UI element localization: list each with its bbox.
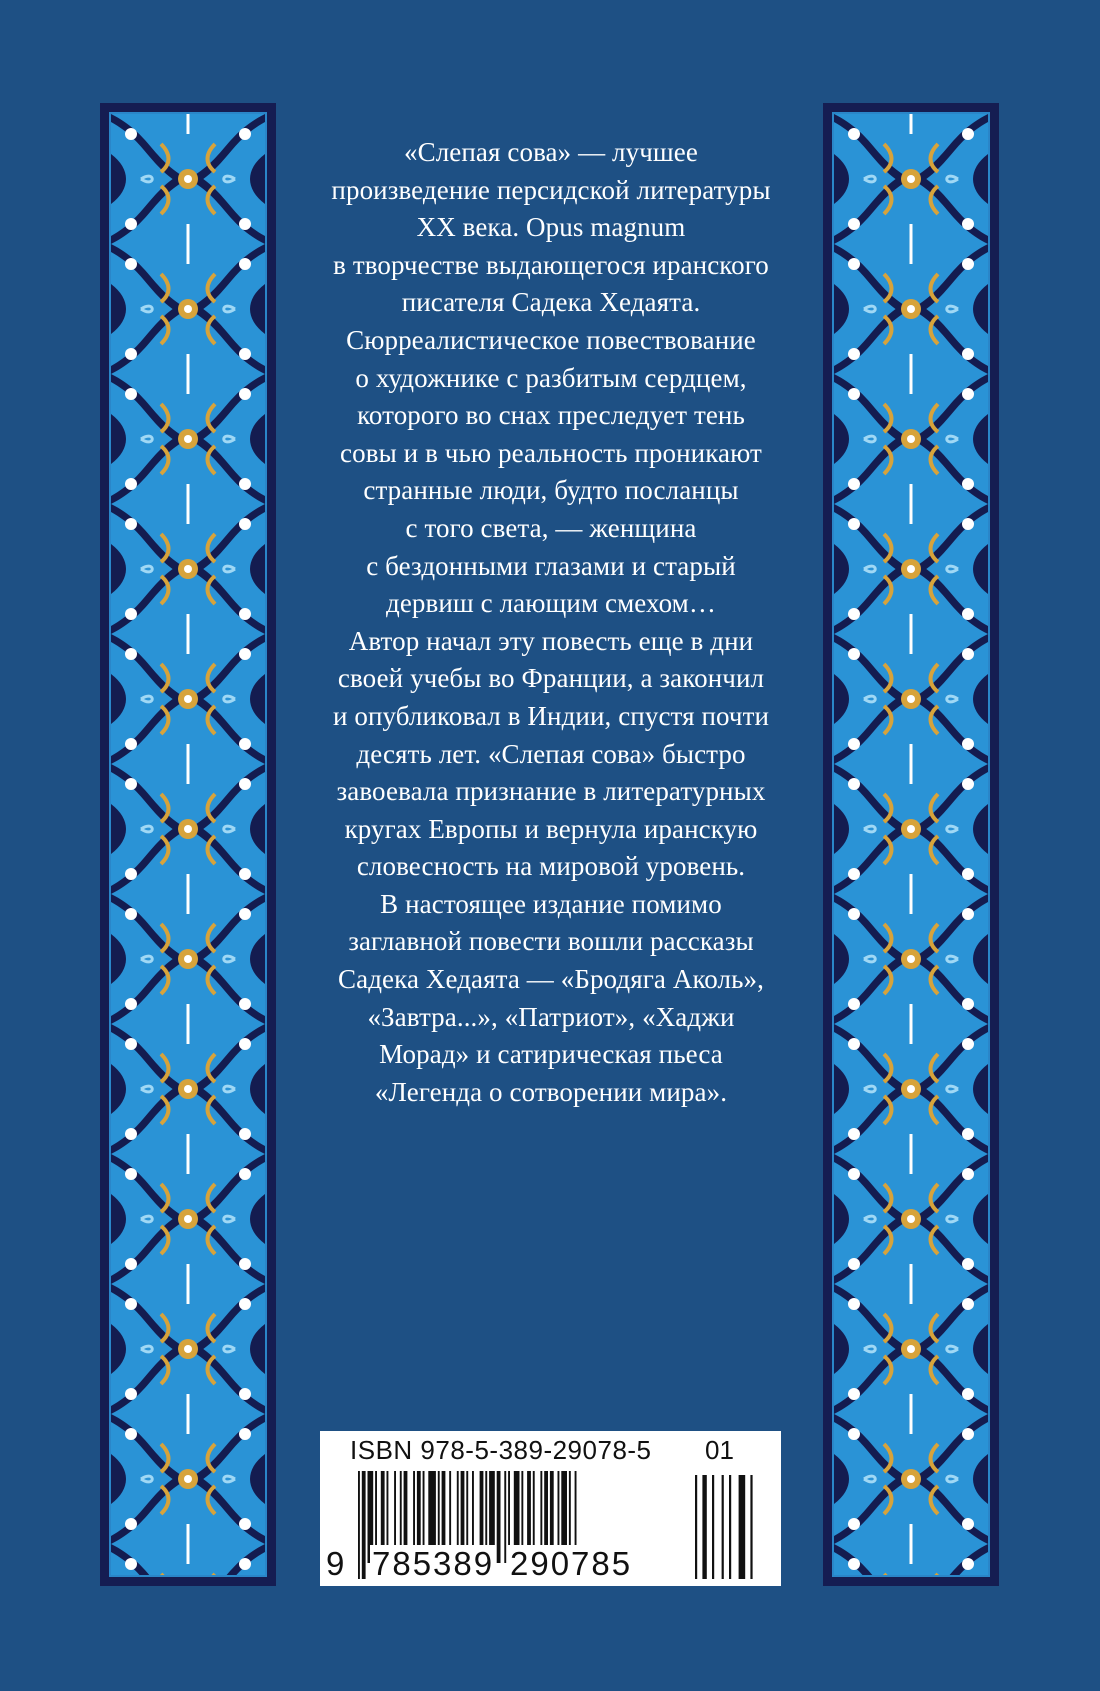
blurb-line: заглавной повести вошли рассказы: [348, 926, 754, 957]
blurb-line: завоевала признание в литературных: [336, 776, 766, 807]
blurb-line: Автор начал эту повесть еще в дни: [348, 625, 754, 656]
blurb-line: десять лет. «Слепая сова» быстро: [356, 738, 746, 769]
blurb-text: [292, 134, 810, 1111]
blurb-line: своей учебы во Франции, а закончил: [337, 663, 765, 694]
blurb-line: о художнике с разбитым сердцем,: [355, 362, 747, 393]
blurb-line: с бездонными глазами и старый: [366, 550, 736, 581]
blurb-line: с того света, — женщина: [405, 512, 697, 543]
blurb-line: Сюрреалистическое повествование: [346, 324, 756, 355]
blurb-line: XX века. Opus magnum: [416, 212, 686, 243]
blurb-line: «Слепая сова» — лучшее: [404, 137, 698, 167]
blurb-line: в творчестве выдающегося иранского: [333, 249, 769, 280]
blurb-line: совы и в чью реальность проникают: [340, 437, 762, 468]
blurb-line: Морад» и сатирическая пьеса: [379, 1039, 723, 1070]
barcode-digits-right: 290785: [510, 1545, 633, 1582]
ornamental-border-left: [100, 103, 276, 1586]
ornament-pattern-right: [834, 114, 988, 1575]
ornamental-border-right: [823, 103, 999, 1586]
blurb-line: Садека Хедаята — «Бродяга Аколь»,: [338, 964, 764, 995]
blurb-line: дервиш с лающим смехом…: [386, 588, 716, 619]
blurb-line: писателя Садека Хедаята.: [401, 287, 701, 318]
isbn-barcode: [320, 1431, 781, 1586]
blurb-line: кругах Европы и вернула иранскую: [344, 813, 758, 844]
blurb-line: которого во снах преследует тень: [357, 400, 745, 431]
ornament-pattern-left: [111, 114, 265, 1575]
barcode-digits-left: 785389: [372, 1545, 495, 1582]
blurb-line: и опубликовал в Индии, спустя почти: [332, 700, 770, 731]
isbn-addon-label: 01: [705, 1435, 734, 1465]
blurb-line: «Завтра...», «Патриот», «Хаджи: [367, 1001, 735, 1032]
isbn-label: ISBN 978-5-389-29078-5: [350, 1435, 652, 1465]
blurb-line: произведение персидской литературы: [331, 174, 771, 205]
barcode-digit-first: 9: [326, 1545, 347, 1582]
blurb-line: «Легенда о сотворении мира».: [374, 1076, 728, 1107]
blurb-line: словесность на мировой уровень.: [356, 851, 746, 882]
blurb-line: странные люди, будто посланцы: [363, 475, 739, 506]
barcode-digits: [320, 1545, 781, 1585]
blurb-line: В настоящее издание помимо: [380, 888, 722, 919]
